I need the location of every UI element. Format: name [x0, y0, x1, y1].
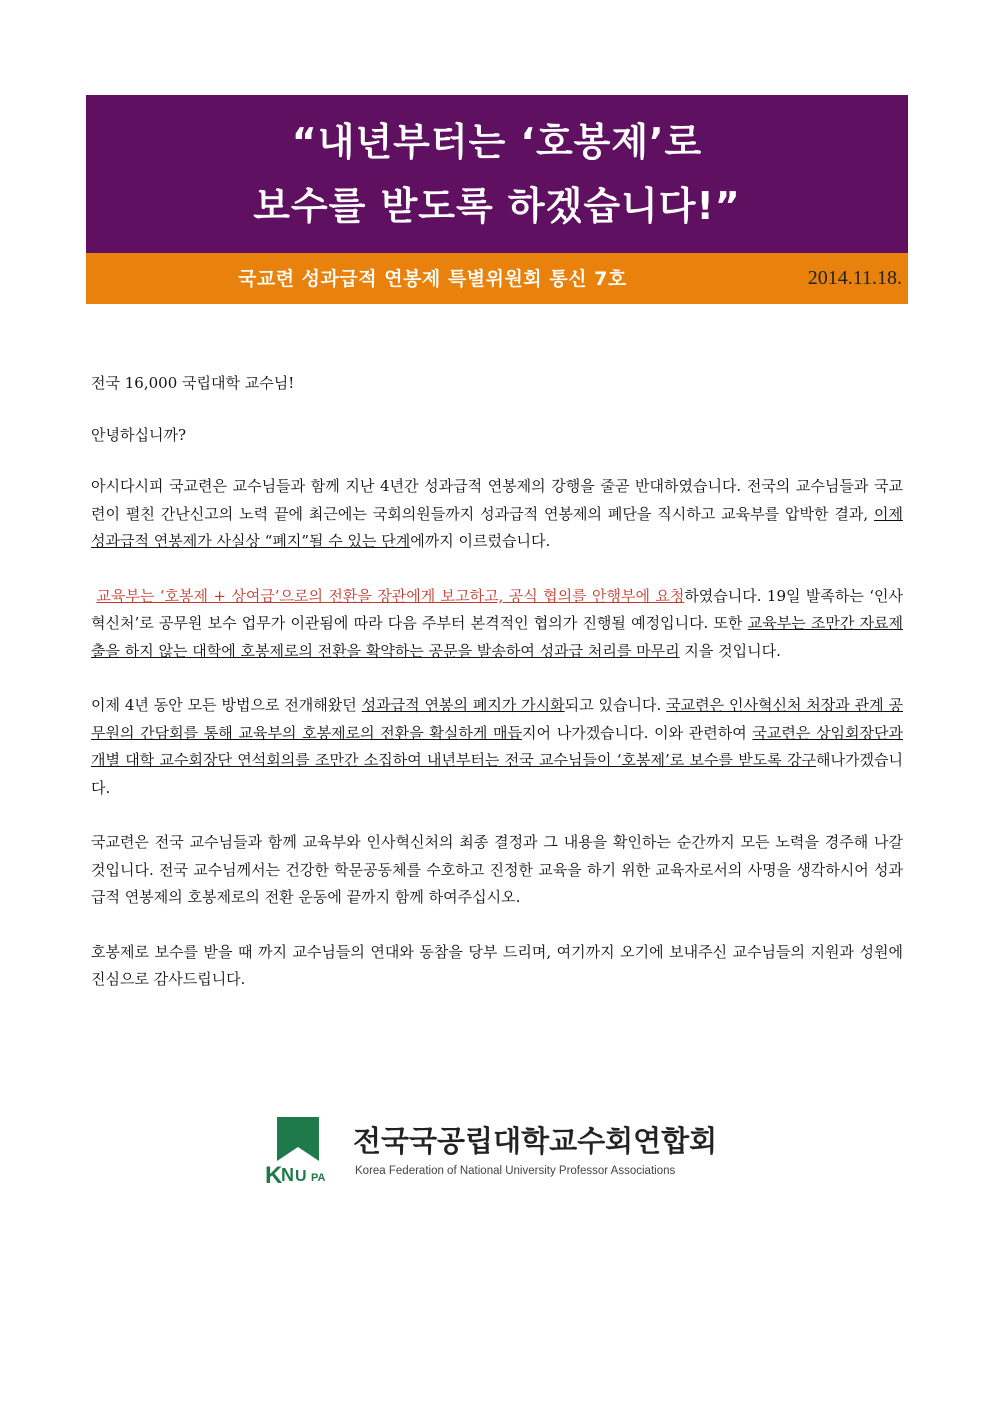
newsletter-subtitle: 국교련 성과급적 연봉제 특별위원회 통신 7호 [238, 268, 627, 290]
title-line-1: “내년부터는 ‘호봉제’로 [291, 120, 703, 164]
issue-date: 2014.11.18. [807, 267, 902, 289]
paragraph-3-underline-3: 국교련은 상임회장단과 개별 대학 교수회장단 연석회의를 조만간 소집하여 내년부터는 전국 교수님들이 ‘호봉제’로 보수를 받도록 강구 [91, 723, 904, 769]
paragraph-1-underline: 이제 성과급적 연봉제가 사실상 “폐지”될 수 있는 단계 [91, 504, 903, 550]
paragraph-4: 국교련은 전국 교수님들과 함께 교육부와 인사혁신처의 최종 결정과 그 내용을 확인하는 순간까지 모든 노력을 경주해 나갈 것입니다. 전국 교수님께서는 건강한 학문공동체를 수호하고 진정한 교육을 하기 위한 교육자로서의 사명을 생각하시어 성과급적 연봉제의 호봉제로의 전환 운동에 끝까지 함께 하여주십시오. [91, 833, 903, 906]
paragraph-3-underline-1: 성과급적 연봉의 폐지가 가시화 [361, 696, 565, 714]
organization-name-english: Korea Federation of National University Professor Associations [355, 1165, 676, 1177]
paragraph-1-text-a: 아시다시피 국교련은 교수님들과 함께 지난 4년간 성과급적 연봉제의 강행을 줄곧 반대하였습니다. 전국의 교수님들과 국교련이 펼친 간난신고의 노력 끝에 최근에는 국회의원들까지 성과급적 연봉제의 폐단을 직시하고 교육부를 압박한 결과, [91, 477, 903, 523]
paragraph-2 [91, 583, 903, 666]
title-banner [86, 95, 908, 253]
paragraph-3-text-d: 해나가겠습니다. [91, 751, 903, 797]
organization-logo [263, 1117, 733, 1193]
paragraph-2-highlight: 교육부는 ‘호봉제 + 상여금’으로의 전환을 장관에게 보고하고, 공식 협의를 안행부에 요청 [96, 586, 685, 605]
svg-text:PA: PA [311, 1172, 326, 1184]
paragraph-2-text-a: 하였습니다. 19일 발족하는 ‘인사혁신처’로 공무원 보수 업무가 이관됨에 따라 다음 주부터 본격적인 협의가 진행될 예정입니다. 또한 [91, 586, 903, 632]
greeting-hello: 안녕하십니까? [91, 425, 186, 444]
paragraph-5: 호봉제로 보수를 받을 때 까지 교수님들의 연대와 동참을 당부 드리며, 여기까지 오기에 보내주신 교수님들의 지원과 성원에 진심으로 감사드립니다. [91, 942, 903, 988]
greeting-recipients: 전국 16,000 국립대학 교수님! [91, 374, 295, 392]
svg-text:N: N [281, 1165, 294, 1185]
svg-text:U: U [295, 1168, 307, 1185]
svg-text:K: K [265, 1162, 283, 1187]
paragraph-3-text-c: 지어 나가겠습니다. 이와 관련하여 [522, 723, 753, 742]
organization-name: 전국국공립대학교수회연합회 [353, 1124, 718, 1158]
paragraph-1 [91, 473, 903, 556]
knupa-logo-icon [263, 1117, 339, 1187]
paragraph-1-text-b: 에까지 이르렀습니다. [410, 532, 551, 550]
paragraph-3-underline-2: 국교련은 인사혁신처 처장과 관계 공무원의 간담회를 통해 교육부의 호봉제로의 전환을 확실하게 매듭 [91, 696, 903, 742]
paragraph-3 [91, 692, 903, 802]
paragraph-3-text-a: 이제 4년 동안 모든 방법으로 전개해왔던 [91, 696, 362, 714]
title-line-2: 보수를 받도록 하겠습니다!” [253, 184, 741, 228]
paragraph-3-text-b: 되고 있습니다. [564, 696, 667, 714]
letter-body [91, 370, 903, 1021]
paragraph-2-text-b: 지을 것입니다. [679, 641, 781, 660]
paragraph-2-underline: 교육부는 조만간 자료제출을 하지 않는 대학에 호봉제로의 전환을 확약하는 공문을 발송하여 성과급 처리를 마무리 [91, 614, 904, 660]
subtitle-strip [86, 253, 908, 304]
